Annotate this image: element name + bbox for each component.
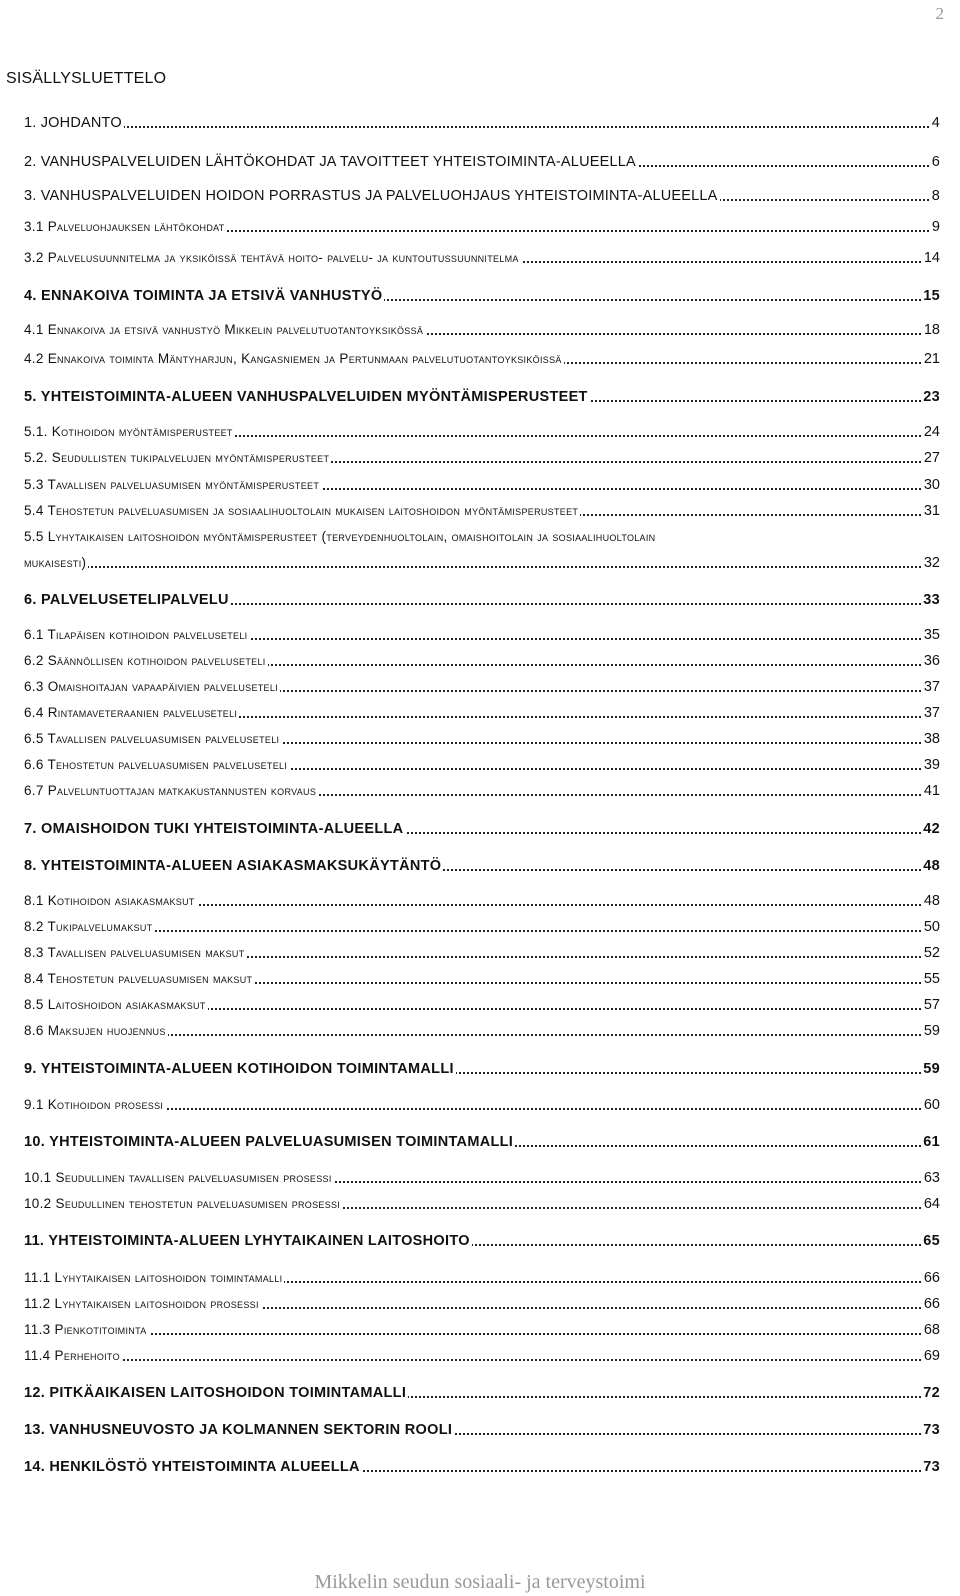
toc-entry-label: 13. VANHUSNEUVOSTO JA KOLMANNEN SEKTORIN ROOLI: [24, 1422, 453, 1438]
toc-entry[interactable]: [0, 918, 960, 938]
toc-entry-label: 8.5 Laitoshoidon asiakasmaksut: [24, 997, 206, 1012]
toc-entry-label: 6.3 Omaishoitajan vapaapäivien palveluseteli: [24, 679, 278, 694]
toc-entry-label: 8.4 Tehostetun palveluasumisen maksut: [24, 971, 253, 986]
toc-entry[interactable]: [0, 591, 960, 611]
toc-entry-label: 6.5 Tavallisen palveluasumisen palveluseteli: [24, 731, 280, 746]
toc-entry-page-number: 6: [931, 154, 940, 170]
toc-entry[interactable]: [0, 350, 960, 370]
toc-entry-page-number: 39: [923, 757, 940, 773]
toc-entry-label: 10.1 Seudullinen tavallisen palveluasumisen prosessi: [24, 1170, 332, 1185]
toc-dot-leader: [24, 566, 936, 568]
toc-entry[interactable]: [0, 857, 960, 877]
toc-entry-label: 11.4 Perhehoito: [24, 1348, 120, 1363]
toc-dot-leader: [24, 126, 936, 128]
toc-dot-leader: [24, 1359, 936, 1361]
toc-entry[interactable]: [0, 652, 960, 672]
toc-entry[interactable]: [0, 449, 960, 469]
toc-entry-label: 6.7 Palveluntuottajan matkakustannusten korvaus: [24, 783, 317, 798]
toc-entry[interactable]: [0, 1384, 960, 1404]
toc-entry-label: 9.1 Kotihoidon prosessi: [24, 1097, 164, 1112]
toc-entry-label: 11.1 Lyhytaikaisen laitoshoidon toimintamalli: [24, 1270, 283, 1285]
toc-entry-page-number: 66: [923, 1296, 940, 1312]
toc-entry[interactable]: [0, 114, 960, 134]
toc-entry[interactable]: [0, 1458, 960, 1478]
toc-entry-label: 5.2. Seudullisten tukipalvelujen myöntämisperusteet: [24, 450, 330, 465]
toc-entry-page-number: 48: [923, 893, 940, 909]
toc-entry-page-number: 4: [931, 115, 940, 131]
toc-entry[interactable]: [0, 388, 960, 408]
toc-entry-page-number: 48: [923, 858, 940, 874]
toc-entry-label: 1. JOHDANTO: [24, 115, 122, 131]
toc-entry[interactable]: [0, 218, 960, 238]
toc-entry-label: 5.4 Tehostetun palveluasumisen ja sosiaalihuoltolain mukaisen laitoshoidon myöntämisperusteet: [24, 503, 579, 518]
toc-entry-page-number: 37: [923, 679, 940, 695]
toc-entry-page-number: 61: [923, 1134, 940, 1150]
toc-dot-leader: [24, 1333, 936, 1335]
toc-entry-label: 11.2 Lyhytaikaisen laitoshoidon prosessi: [24, 1296, 259, 1311]
page-number: 2: [935, 4, 944, 23]
toc-entry-label: 11. YHTEISTOIMINTA-ALUEEN LYHYTAIKAINEN LAITOSHOITO: [24, 1233, 470, 1249]
toc-entry-label: 4.2 Ennakoiva toiminta Mäntyharjun, Kangasniemen ja Pertunmaan palvelutuotantoyksiköissä: [24, 351, 562, 366]
toc-entry-page-number: 23: [923, 389, 940, 405]
toc-entry-page-number: 69: [923, 1348, 940, 1364]
toc-entry-label: 8.1 Kotihoidon asiakasmaksut: [24, 893, 195, 908]
toc-entry-page-number: 32: [923, 555, 940, 571]
toc-entry-label: 4.1 Ennakoiva ja etsivä vanhustyö Mikkelin palvelutuotantoyksikössä: [24, 322, 424, 337]
toc-entry[interactable]: [0, 1232, 960, 1252]
toc-entry[interactable]: [0, 249, 960, 269]
toc-entry-page-number: 35: [923, 627, 940, 643]
toc-entry[interactable]: [0, 1347, 960, 1367]
toc-title: SISÄLLYSLUETTELO: [6, 70, 167, 87]
toc-entry-page-number: 68: [923, 1322, 940, 1338]
toc-entry-page-number: 64: [923, 1196, 940, 1212]
toc-entry-page-number: 50: [923, 919, 940, 935]
footer-text: Mikkelin seudun sosiaali- ja terveystoimi: [314, 1571, 646, 1593]
toc-entry-page-number: 38: [923, 731, 940, 747]
toc-entry-label: 5.5 Lyhytaikaisen laitoshoidon myöntämisperusteet (terveydenhuoltolain, omaishoitolain ja sosiaalihuoltolain: [24, 529, 656, 544]
toc-entry[interactable]: [0, 782, 960, 802]
toc-entry[interactable]: [0, 892, 960, 912]
toc-entry-label: 10. YHTEISTOIMINTA-ALUEEN PALVELUASUMISEN TOIMINTAMALLI: [24, 1134, 514, 1150]
toc-entry-page-number: 18: [923, 322, 940, 338]
toc-entry-label: 11.3 Pienkotitoiminta: [24, 1322, 147, 1337]
toc-entry-page-number: 59: [923, 1023, 940, 1039]
toc-entry-page-number: 36: [923, 653, 940, 669]
toc-entry[interactable]: [0, 704, 960, 724]
toc-entry-label: 5.3 Tavallisen palveluasumisen myöntämisperusteet: [24, 477, 320, 492]
toc-entry-page-number: 65: [923, 1233, 940, 1249]
toc-entry[interactable]: [0, 1060, 960, 1080]
toc-entry-page-number: 73: [923, 1422, 940, 1438]
toc-entry[interactable]: [0, 1421, 960, 1441]
toc-entry-label: mukaisesti): [24, 555, 87, 570]
toc-entry[interactable]: [0, 730, 960, 750]
toc-entry-page-number: 33: [923, 592, 940, 608]
toc-entry-page-number: 57: [923, 997, 940, 1013]
toc-entry-page-number: 31: [923, 503, 940, 519]
toc-entry[interactable]: [0, 1295, 960, 1315]
toc-entry-label: 6.6 Tehostetun palveluasumisen palveluseteli: [24, 757, 288, 772]
toc-entry-page-number: 60: [923, 1097, 940, 1113]
toc-entry-label: 6.2 Säännöllisen kotihoidon palveluseteli: [24, 653, 266, 668]
toc-entry-label: 6. PALVELUSETELIPALVELU: [24, 592, 229, 608]
toc-entry[interactable]: [0, 1022, 960, 1042]
toc-entry-page-number: 73: [923, 1459, 940, 1475]
toc-entry[interactable]: [0, 187, 960, 207]
toc-entry[interactable]: [0, 820, 960, 840]
toc-entry[interactable]: [0, 626, 960, 646]
toc-entry-label: 3.2 Palvelusuunnitelma ja yksiköissä tehtävä hoito- palvelu- ja kuntoutussuunnitelma: [24, 250, 519, 265]
toc-entry-label: 8.2 Tukipalvelumaksut: [24, 919, 153, 934]
toc-entry-page-number: 66: [923, 1270, 940, 1286]
toc-entry-page-number: 41: [923, 783, 940, 799]
toc-entry-page-number: 8: [931, 188, 940, 204]
toc-entry-label: 4. ENNAKOIVA TOIMINTA JA ETSIVÄ VANHUSTYÖ: [24, 288, 383, 304]
toc-entry-label: 12. PITKÄAIKAISEN LAITOSHOIDON TOIMINTAMALLI: [24, 1385, 407, 1401]
toc-entry[interactable]: [0, 996, 960, 1016]
toc-entry-page-number: 52: [923, 945, 940, 961]
toc-entry-page-number: 63: [923, 1170, 940, 1186]
toc-entry-label: 5.1. Kotihoidon myöntämisperusteet: [24, 424, 233, 439]
toc-entry[interactable]: [0, 476, 960, 496]
toc-entry[interactable]: [0, 321, 960, 341]
toc-entry-page-number: 59: [923, 1061, 940, 1077]
toc-entry-page-number: 30: [923, 477, 940, 493]
toc-entry-label: 14. HENKILÖSTÖ YHTEISTOIMINTA ALUEELLA: [24, 1459, 360, 1475]
toc-entry[interactable]: [0, 1269, 960, 1289]
toc-entry-label: 2. VANHUSPALVELUIDEN LÄHTÖKOHDAT JA TAVOITTEET YHTEISTOIMINTA-ALUEELLA: [24, 154, 636, 170]
toc-entry-label: 8.3 Tavallisen palveluasumisen maksut: [24, 945, 245, 960]
toc-entry-page-number: 15: [923, 288, 940, 304]
toc-entry-page-number: 14: [923, 250, 940, 266]
toc-entry-label: 5. YHTEISTOIMINTA-ALUEEN VANHUSPALVELUIDEN MYÖNTÄMISPERUSTEET: [24, 389, 588, 405]
toc-entry[interactable]: [0, 1321, 960, 1341]
toc-entry[interactable]: [0, 1096, 960, 1116]
toc-entry-label: 8.6 Maksujen huojennus: [24, 1023, 166, 1038]
toc-entry-page-number: 21: [923, 351, 940, 367]
toc-entry-label: 10.2 Seudullinen tehostetun palveluasumisen prosessi: [24, 1196, 341, 1211]
toc-entry-page-number: 37: [923, 705, 940, 721]
toc-entry-page-number: 55: [923, 971, 940, 987]
toc-dot-leader: [24, 930, 936, 932]
toc-entry-page-number: 72: [923, 1385, 940, 1401]
toc-entry[interactable]: [0, 1133, 960, 1153]
toc-entry-label: 3.1 Palveluohjauksen lähtökohdat: [24, 219, 225, 234]
toc-entry-label: 9. YHTEISTOIMINTA-ALUEEN KOTIHOIDON TOIMINTAMALLI: [24, 1061, 454, 1077]
toc-entry-label: 6.1 Tilapäisen kotihoidon palveluseteli: [24, 627, 248, 642]
toc-entry-page-number: 27: [923, 450, 940, 466]
toc-entry[interactable]: [0, 1195, 960, 1215]
toc-entry[interactable]: [0, 287, 960, 307]
toc-entry[interactable]: [0, 970, 960, 990]
toc-entry-label: 3. VANHUSPALVELUIDEN HOIDON PORRASTUS JA PALVELUOHJAUS YHTEISTOIMINTA-ALUEELLA: [24, 188, 718, 204]
toc-entry-label: 6.4 Rintamaveteraanien palveluseteli: [24, 705, 238, 720]
toc-entry[interactable]: [0, 502, 960, 522]
toc-entry[interactable]: [0, 1169, 960, 1189]
toc-entry[interactable]: [0, 756, 960, 776]
toc-entry[interactable]: [0, 423, 960, 443]
toc-entry[interactable]: [0, 153, 960, 173]
toc-entry-page-number: 42: [923, 821, 940, 837]
toc-entry-label: 7. OMAISHOIDON TUKI YHTEISTOIMINTA-ALUEELLA: [24, 821, 404, 837]
toc-entry-label: 8. YHTEISTOIMINTA-ALUEEN ASIAKASMAKSUKÄYTÄNTÖ: [24, 858, 442, 874]
toc-entry[interactable]: [0, 528, 960, 574]
toc-entry-page-number: 24: [923, 424, 940, 440]
toc-entry[interactable]: [0, 678, 960, 698]
toc-entry[interactable]: [0, 944, 960, 964]
toc-entry-page-number: 9: [931, 219, 940, 235]
